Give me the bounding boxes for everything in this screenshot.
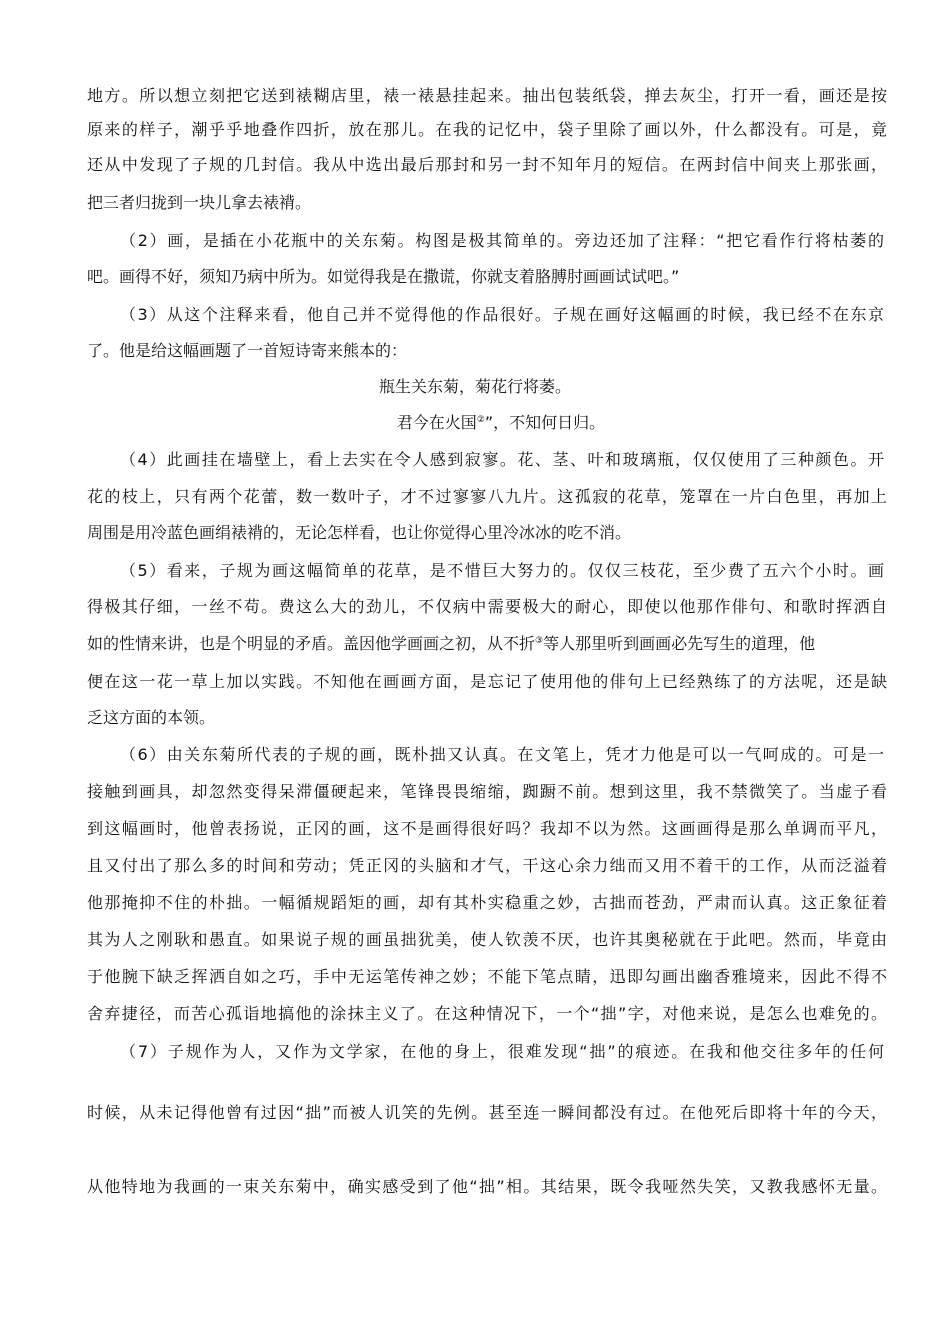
text-line: 时候，从未记得他曾有过因“拙”而被人讥笑的先例。甚至连一瞬间都没有过。在他死后即将十年的今天， (87, 1103, 887, 1122)
paragraph-3-start: （3）从这个注释来看，他自己并不觉得他的作品很好。子规在画好这幅画的时候，我已经不在东京 (120, 305, 884, 324)
text-line: 地方。所以想立刻把它送到裱糊店里，裱一裱悬挂起来。抽出包装纸袋，掸去灰尘，打开一看，画还是按 (87, 86, 887, 105)
poem-line-1: 瓶生关东菊，菊花行将萎。 (378, 377, 571, 396)
paragraph-7-start: （7）子规作为人，又作为文学家，在他的身上，很难发现“拙”的痕迹。在我和他交往多年的任何 (120, 1042, 884, 1061)
text-line: 吧。画得不好，须知乃病中所为。如觉得我是在撒谎，你就支着胳膊肘画画试试吧。” (87, 267, 680, 286)
text-line: 还从中发现了子规的几封信。我从中选出最后那封和另一封不知年月的短信。在两封信中间夹上那张画， (87, 155, 887, 174)
text-line: 乏这方面的本领。 (87, 708, 216, 727)
text-line: 于他腕下缺乏挥洒自如之巧，手中无运笔传神之妙；不能下笔点睛，迅即勾画出幽香雅境来，因此不得不 (87, 967, 887, 986)
text-line: 舍弃捷径，而苦心孤诣地搞他的涂抹主义了。在这种情况下，一个“拙”字，对他来说，是怎么也难免的。 (87, 1004, 887, 1023)
text-line: 且又付出了那么多的时间和劳动；凭正冈的头脑和才气，干这心余力绌而又用不着干的工作，从而泛溢着 (87, 856, 887, 875)
paragraph-4-start: （4）此画挂在墙壁上，看上去实在令人感到寂寥。花、茎、叶和玻璃瓶，仅仅使用了三种颜色。开 (120, 450, 884, 469)
footnote-marker: ③ (535, 636, 544, 646)
text-line: 从他特地为我画的一束关东菊中，确实感受到了他“拙”相。其结果，既令我哑然失笑，又教我感怀无量。 (87, 1177, 887, 1196)
text-line: 了。他是给这幅画题了一首短诗寄来熊本的： (87, 341, 408, 360)
poem-text: 君今在火国 (396, 413, 477, 432)
text-line: 其为人之刚耿和愚直。如果说子规的画虽拙犹美，使人钦羡不厌，也许其奥秘就在于此吧。然而，毕竟由 (87, 930, 887, 949)
text-segment: 等人那里听到画画必先写生的道理，他 (543, 634, 816, 653)
text-segment: 如的性情来讲，也是个明显的矛盾。盖因他学画画之初，从不折 (87, 634, 536, 653)
poem-text: ”，不知何日归。 (484, 413, 606, 432)
paragraph-6-start: （6）由关东菊所代表的子规的画，既朴拙又认真。在文笔上，凭才力他是可以一气呵成的。可是一 (120, 745, 884, 764)
text-line: 便在这一花一草上加以实践。不知他在画画方面，是忘记了使用他的俳句上已经熟练了的方法呢，还是缺 (87, 672, 887, 691)
footnote-marker: ② (476, 415, 485, 425)
text-line: 他那掩抑不住的朴拙。一幅循规蹈矩的画，却有其朴实稳重之妙，古拙而苍劲，严肃而认真。这正象征着 (87, 893, 887, 912)
text-line: 花的枝上，只有两个花蕾，数一数叶子，才不过寥寥八九片。这孤寂的花草，笼罩在一片白色里，再加上 (87, 487, 887, 506)
paragraph-2-start: （2）画，是插在小花瓶中的关东菊。构图是极其简单的。旁边还加了注释：“把它看作行将枯萎的 (120, 231, 884, 250)
text-line-with-note (87, 634, 887, 654)
text-line: 接触到画具，却忽然变得呆滞僵硬起来，笔锋畏畏缩缩，踟蹰不前。想到这里，我不禁微笑了。当虚子看 (87, 782, 887, 801)
paragraph-5-start: （5）看来，子规为画这幅简单的花草，是不惜巨大努力的。仅仅三枝花，至少费了五六个小时。画 (120, 561, 884, 580)
poem-line-2 (0, 413, 950, 433)
text-line: 周围是用冷蓝色画绢裱褙的，无论怎样看，也让你觉得心里冷冰冰的吃不消。 (87, 523, 632, 542)
text-line: 原来的样子，潮乎乎地叠作四折，放在那儿。在我的记忆中，袋子里除了画以外，什么都没有。可是，竟 (87, 120, 887, 139)
text-line: 把三者归拢到一块儿拿去裱褙。 (87, 193, 312, 212)
text-line: 得极其仔细，一丝不苟。费这么大的劲儿，不仅病中需要极大的耐心，即使以他那作俳句、和歌时挥洒自 (87, 597, 887, 616)
text-line: 到这幅画时，他曾表扬说，正冈的画，这不是画得很好吗？我却不以为然。这画画得是那么单调而平凡， (87, 819, 887, 838)
